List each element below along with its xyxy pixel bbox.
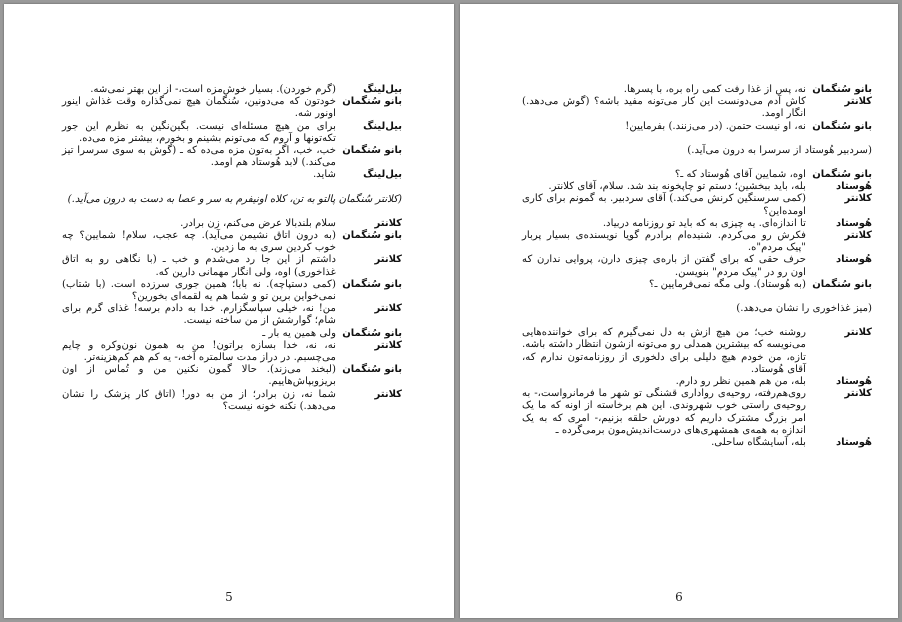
speaker-name: کلانتر <box>844 388 872 400</box>
speaker-name: بانو سُنگمان <box>342 364 402 376</box>
stage-direction: (میز غذاخوری را نشان می‌دهد.) <box>736 303 872 315</box>
speaker-name: کلانتر <box>844 193 872 205</box>
dialogue-line <box>522 193 872 217</box>
speaker-name: کلانتر <box>374 254 402 266</box>
speaker-name: کلانتر <box>374 303 402 315</box>
dialogue-line <box>522 437 872 449</box>
page-number: 6 <box>675 590 683 604</box>
speech-text: (لبخند می‌زند). حالا گمون نکنین من و تُماس از اون بریزوبپاش‌هاییم. <box>62 364 336 388</box>
dialogue-line <box>62 389 402 413</box>
speech-text: بله، باید ببخشین؛ دستم تو چاپخونه بند شد. سلام، آقای کلانتر. <box>548 181 806 193</box>
speaker-name: هُوستاد <box>835 437 872 449</box>
speech-text: نه، پس از غذا رفت کمی راه بره، با پسرها. <box>623 84 806 95</box>
speaker-name: کلانتر <box>844 327 872 339</box>
speech-text: اوه، شمایین آقای هُوستاد که ـ؟ <box>674 169 806 181</box>
speaker-name: بانو سُنگمان <box>342 145 402 157</box>
dialogue-line <box>522 327 872 376</box>
speech-text: نه، او نیست حتمن. (در می‌زنند.) بفرمایین! <box>625 120 806 132</box>
dialogue-line <box>62 84 402 96</box>
dialogue-line <box>522 279 872 291</box>
dialogue-line <box>62 145 402 169</box>
speaker-name: بانو سُنگمان <box>812 169 872 181</box>
speaker-name: کلانتر <box>844 230 872 242</box>
speech-text: روی‌هم‌رفته، روحیه‌ی رواداری قشنگی تو شهر ما فرمانرواست،- به روحیه‌ی راستی خوب شهروندی. این هم برخاسته از اونه که ما یک امر بزرگ مشترک داریم که دورش حلقه بزنیم،- امری که به یک اندازه به همه‌ی همشهری‌های درست‌اندیش‌مون برمی‌گرده ـ <box>522 388 806 436</box>
speech-text: کاش آدم می‌دونست این کار می‌تونه مفید باشه؟ (گوش می‌دهد.) انگار اومد. <box>522 96 806 120</box>
speaker-name: بانو سُنگمان <box>812 84 872 95</box>
dialogue-line <box>522 218 872 230</box>
speaker-name: بیل‌لینگ <box>363 169 402 181</box>
dialogue-line <box>62 303 402 327</box>
page-left <box>4 4 454 618</box>
dialogue-line <box>62 364 402 388</box>
speaker-name: بانو سُنگمان <box>812 120 872 132</box>
speaker-name: کلانتر <box>844 96 872 108</box>
speech-text: شاید. <box>312 169 336 181</box>
speech-text: حرف حقی که برای گفتن از باره‌ی چیزی دارن، پروایی ندارن که اون رو در "پیک مردم" بنویسن. <box>522 254 806 278</box>
stage-direction: (کلانتر سُنگمان پالتو به تن، کلاه اونیفرم به سر و عصا به دست به درون می‌آید.) <box>67 193 402 205</box>
dialogue-right <box>522 84 872 449</box>
speech-text: فکرش رو می‌کردم. شنیده‌ام برادرم گویا نویسنده‌ی بسیار پربار "پیک مردم"ه. <box>522 230 806 254</box>
speech-text: نه، نه، خدا بسازه براتون! من به همون نون‌وکره و چایم می‌چسبم. در دراز مدت سالمتره آخه،- یه کم هم کم‌هزینه‌تر. <box>62 339 336 364</box>
speech-text: شما نه، زن برادر؛ از من به دور! (اتاق کار پزشک را نشان می‌دهد.) نکنه خونه نیست؟ <box>62 388 336 412</box>
speaker-name: بانو سُنگمان <box>342 96 402 108</box>
dialogue-line <box>522 388 872 437</box>
speaker-name: هُوستاد <box>835 254 872 266</box>
speech-text: (به هُوستاد). ولی مگه نمی‌فرمایین ـ؟ <box>649 278 806 290</box>
speaker-name: بانو سُنگمان <box>342 327 402 339</box>
speaker-name: بانو سُنگمان <box>812 278 872 290</box>
dialogue-line <box>62 254 402 278</box>
dialogue-line <box>62 279 402 303</box>
dialogue-line <box>62 340 402 364</box>
speech-text: تا اندازه‌ای. یه چیزی به که باید تو روزنامه دربیاد. <box>602 217 806 229</box>
speech-text: (کمی سرسنگین کرنش می‌کند.) آقای سردبیر. به گمونم برای کاری اومده‌این؟ <box>522 193 806 217</box>
speaker-name: هُوستاد <box>835 181 872 193</box>
speaker-name: کلانتر <box>374 339 402 351</box>
dialogue-line <box>62 121 402 145</box>
dialogue-line <box>62 218 402 230</box>
speech-text: سلام بلندبالا عرض می‌کنم، زن برادر. <box>180 217 336 229</box>
speaker-name: هُوستاد <box>835 376 872 388</box>
dialogue-line <box>522 230 872 254</box>
dialogue-line <box>522 121 872 133</box>
speech-text: ولی همین یه بار ـ <box>262 327 336 339</box>
dialogue-line <box>522 96 872 120</box>
speech-text: داشتم از این جا رد می‌شدم و خب ـ (با نگاهی رو به اتاق غذاخوری) اوه، ولی انگار مهمانی دارین که. <box>62 254 336 278</box>
stage-direction: (سردبیر هُوستاد از سرسرا به درون می‌آید.) <box>687 144 872 156</box>
speaker-name: کلانتر <box>374 217 402 229</box>
page-number: 5 <box>225 590 233 604</box>
speech-text: بله، آسایشگاه ساحلی. <box>711 437 806 449</box>
speaker-name: بانو سُنگمان <box>342 278 402 290</box>
speaker-name: بیل‌لینگ <box>363 120 402 132</box>
speech-text: (کمی دستپاچه). نه بابا؛ همین جوری سرزده است. (با شتاب) نمی‌خواین برین تو و شما هم یه لقمه‌ای بخورین؟ <box>62 278 336 303</box>
speaker-name: کلانتر <box>374 388 402 400</box>
dialogue-line <box>522 84 872 96</box>
dialogue-line <box>522 254 872 278</box>
dialogue-line <box>62 169 402 181</box>
speech-text: من! نه، خیلی سپاسگزارم. خدا به دادم برسه! غذای گرم برای شام؛ گوارشش از من ساخته نیست. <box>62 303 336 327</box>
speech-text: خب، خب، اگر به‌تون مزه می‌ده که ـ (گوش به سوی سرسرا تیز می‌کند.) لابد هُوستاد هم اومد. <box>62 145 336 169</box>
dialogue-line <box>522 376 872 388</box>
speech-text: روشنه خب؛ من هیچ ازش به دل نمی‌گیرم که برای خواننده‌هایی می‌نویسه که بیشترین همدلی رو می‌تونه ازشون انتظار داشته باشه. تازه، من خودم هیچ دلیلی برای دلخوری از روزنامه‌تون ندارم که، آقای هُوستاد. <box>522 327 806 375</box>
speaker-name: بانو سُنگمان <box>342 230 402 242</box>
speech-text: برای من هیچ مسئله‌ای نیست. بگین‌نگین به نظرم این جور تکه‌تونها و آروم که می‌تونم بشینم و بخورم، بیشتر مزه می‌ده. <box>62 120 336 144</box>
speech-text: (به درون اتاق نشیمن می‌آید). چه عجب، سلام! شمایین؟ چه خوب کردین سری به ما زدین. <box>62 230 336 254</box>
speaker-name: هُوستاد <box>835 217 872 229</box>
speaker-name: بیل‌لینگ <box>363 84 402 95</box>
dialogue-line <box>62 96 402 120</box>
dialogue-line <box>522 181 872 193</box>
dialogue-line <box>62 230 402 254</box>
speech-text: خودتون که می‌دونین، سُنگمان هیچ نمی‌گذاره وقت غذاش اینور اونور شه. <box>62 96 336 120</box>
dialogue-line <box>522 169 872 181</box>
dialogue-line <box>62 328 402 340</box>
page-right <box>460 4 898 618</box>
speech-text: بله، من هم همین نظر رو دارم. <box>675 376 806 388</box>
dialogue-left <box>62 84 402 413</box>
speech-text: (گرم خوردن). بسیار خوش‌مزه است،- از این بهتر نمی‌شه. <box>90 84 336 95</box>
